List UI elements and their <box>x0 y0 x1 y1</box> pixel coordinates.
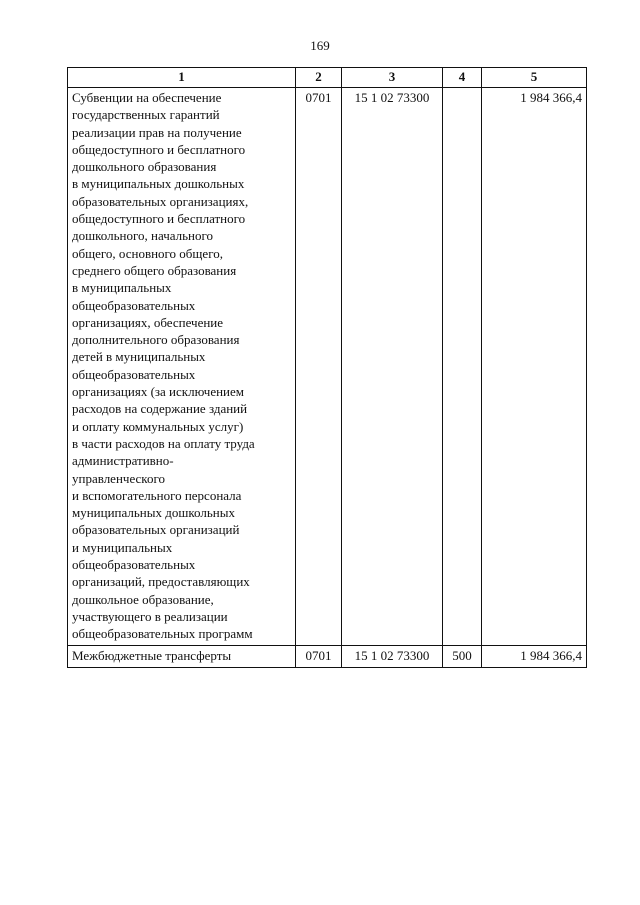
expense-name-cell: Субвенции на обеспечение государственных гарантий реализации прав на получение общедоступного и бесплатного дошкольного образования в муниципальных дошкольных образовательных организациях, общедоступного и бесплатного дошкольного, начального общего, основного общего, среднего общего образования в муниципальных общеобразовательных организациях, обеспечение дополнительного образования детей в муниципальных общеобразовательных организациях (за исключением расходов на содержание зданий и оплату коммунальных услуг) в части расходов на оплату труда административно- управленческого и вспомогательного персонала муниципальных дошкольных образовательных организаций и муниципальных общеобразовательных организаций, предоставляющих дошкольное образование, участвующего в реализации общеобразовательных программ <box>68 88 296 646</box>
expense-type-cell <box>443 88 482 646</box>
expense-type-cell: 500 <box>443 645 482 667</box>
target-code-cell: 15 1 02 73300 <box>342 88 443 646</box>
amount-cell: 1 984 366,4 <box>482 88 587 646</box>
page-number: 169 <box>310 38 330 53</box>
table-row <box>68 645 587 667</box>
budget-table <box>67 67 587 668</box>
section-code-cell: 0701 <box>296 88 342 646</box>
target-code-cell: 15 1 02 73300 <box>342 645 443 667</box>
expense-name-cell: Межбюджетные трансферты <box>68 645 296 667</box>
amount-cell: 1 984 366,4 <box>482 645 587 667</box>
section-code-cell: 0701 <box>296 645 342 667</box>
column-header-2: 2 <box>296 68 342 88</box>
table-row <box>68 88 587 646</box>
column-header-5: 5 <box>482 68 587 88</box>
column-header-3: 3 <box>342 68 443 88</box>
column-header-4: 4 <box>443 68 482 88</box>
column-header-1: 1 <box>68 68 296 88</box>
table-header-row <box>68 68 587 88</box>
